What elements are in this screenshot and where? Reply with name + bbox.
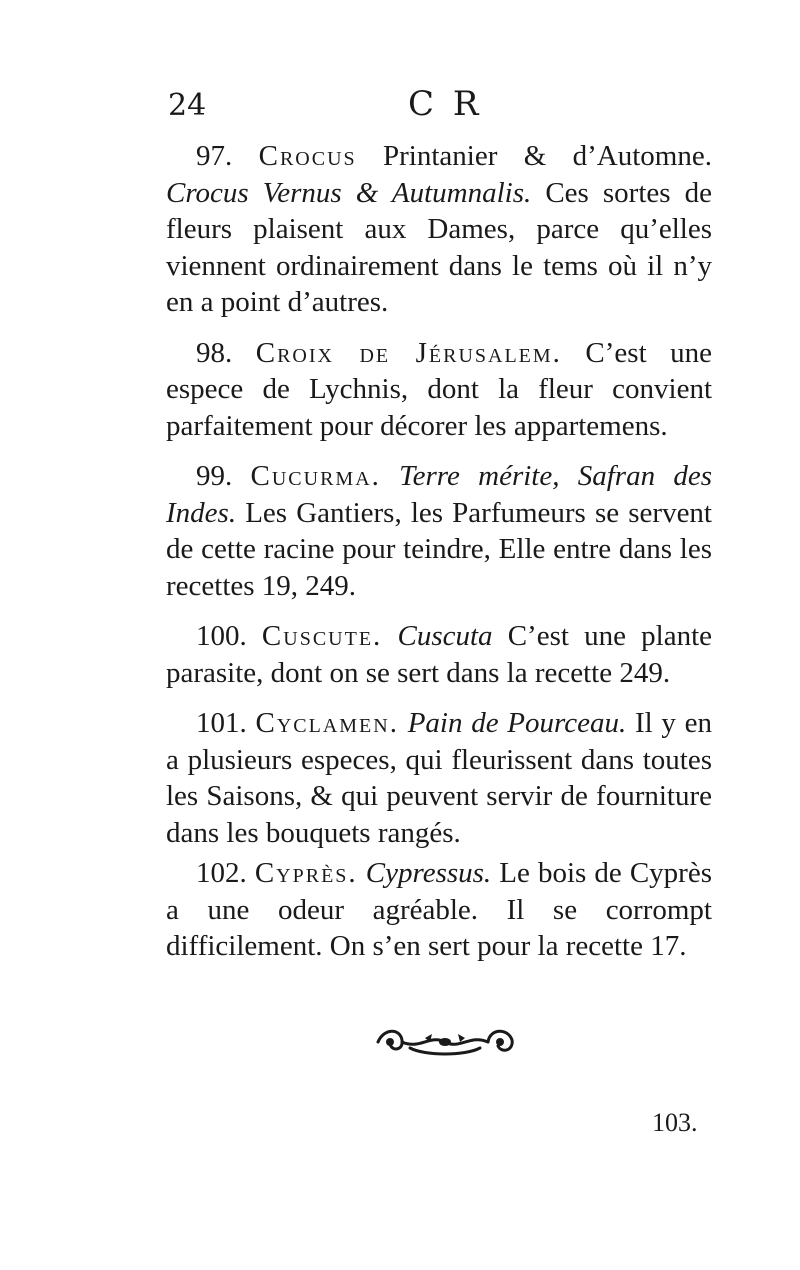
entry-number: 100. xyxy=(196,620,247,652)
section-letters: C R xyxy=(408,84,483,124)
entry-number: 101. xyxy=(196,707,247,739)
entry-text: C’est une plante parasite, dont on se sert dans la recette 249. xyxy=(166,620,712,689)
entry-text: Printanier & d’Automne. xyxy=(356,140,712,172)
entry-latin-name: Terre mérite, Safran des Indes. xyxy=(166,460,712,529)
body-text xyxy=(166,138,712,965)
entry-100 xyxy=(166,618,712,691)
entry-text: Il y en a plusieurs especes, qui fleurissent dans toutes les Saisons, & qui peuvent servir de fourniture dans les bouquets rangés. xyxy=(166,707,713,849)
entry-headword: Crocus xyxy=(258,140,357,172)
entry-text: C’est une espece de Lychnis, dont la fleur convient parfaitement pour décorer les appartemens. xyxy=(166,336,712,442)
entry-number: 99. xyxy=(196,460,233,492)
entry-98 xyxy=(166,335,712,445)
entry-text xyxy=(381,460,399,492)
entry-headword: Cuscute. xyxy=(261,620,383,652)
entry-99 xyxy=(166,458,712,604)
entry-number: 97. xyxy=(196,140,233,172)
entry-headword: Cyclamen. xyxy=(255,707,399,739)
entry-latin-name: Pain de Pourceau. xyxy=(407,707,627,739)
page-number: 24 xyxy=(168,88,207,123)
entry-latin-name: Crocus Vernus & Autumnalis. xyxy=(166,176,532,209)
entry-text: Ces sortes de fleurs plaisent aux Dames, parce qu’elles viennent ordinairement dans le tems où il n’y en a point d’autres. xyxy=(166,176,712,318)
entry-text: Les Gantiers, les Parfumeurs se servent de cette racine pour teindre, Elle entre dans les recettes 19, 249. xyxy=(166,496,712,602)
tailpiece-ornament-icon xyxy=(370,1020,520,1064)
entry-latin-name: Cuscuta xyxy=(397,620,493,652)
entry-text xyxy=(399,707,408,739)
entry-text xyxy=(382,620,397,652)
signature-mark: 103. xyxy=(652,1108,698,1137)
entry-102 xyxy=(166,855,712,965)
entry-headword: Cucurma. xyxy=(250,460,381,492)
running-head xyxy=(168,84,708,128)
entry-headword: Croix de Jérusalem. xyxy=(255,336,562,369)
entry-text xyxy=(358,857,366,889)
entry-number: 98. xyxy=(196,336,233,369)
entry-headword: Cyprès. xyxy=(254,857,358,889)
entry-text: Le bois de Cyprès a une odeur agréable. Il se corrompt difficilement. On s’en sert pour la recette 17. xyxy=(166,857,712,962)
entry-latin-name: Cypressus. xyxy=(365,857,492,889)
entry-number: 102. xyxy=(196,857,247,889)
entry-97 xyxy=(166,138,712,321)
entry-101 xyxy=(166,705,712,851)
